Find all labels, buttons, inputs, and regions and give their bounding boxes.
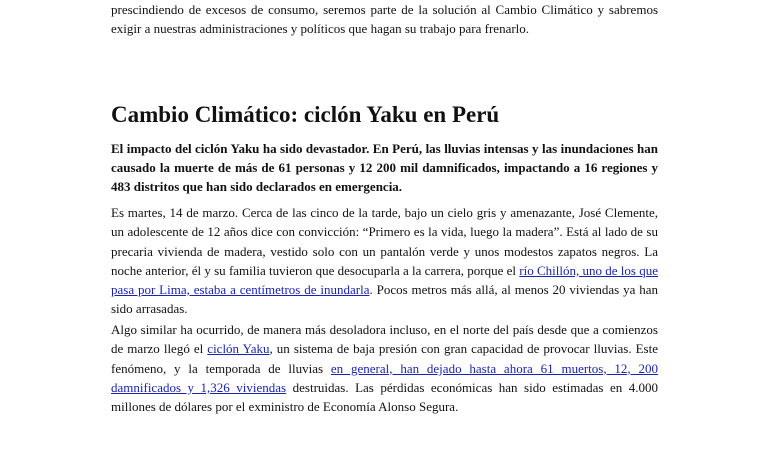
body-paragraph-2: [111, 320, 658, 416]
ciclon-yaku-link[interactable]: ciclón Yaku: [207, 341, 270, 357]
body-paragraph-1: [111, 203, 658, 319]
paragraph-1-text-after: . Pocos metros más allá, al menos 20 viviendas ya han sido arrasadas.: [111, 282, 658, 317]
intro-paragraph-block: [111, 1, 658, 38]
paragraph-1: [111, 203, 658, 319]
damnificados-link[interactable]: en general, han dejado hasta ahora 61 muertos, 12, 200 damnificados y 1,326 viviendas: [111, 360, 658, 395]
article-title: Cambio Climático: ciclón Yaku en Perú: [111, 102, 500, 127]
intro-paragraph: [111, 1, 658, 38]
paragraph-2-text-middle: , un sistema de baja presión con gran capacidad de provocar lluvias. Este fenómeno, y la temporada de lluvias: [111, 341, 659, 376]
rio-chillon-link[interactable]: río Chillón, uno de los que pasa por Lima, estaba a centímetros de inundarla: [111, 262, 658, 298]
paragraph-2: [111, 320, 658, 416]
lead-paragraph-block: [111, 139, 658, 196]
lead-paragraph: El impacto del ciclón Yaku ha sido devastador. En Perú, las lluvias intensas y las inundaciones han causado la muerte de más de 61 personas y 12 200 mil damnificados, impactando a 16 regiones y 483 distritos que han sido declarados en emergencia.: [111, 141, 658, 194]
intro-text: prescindiendo de excesos de consumo, seremos parte de la solución al Cambio Climático y sabremos exigir a nuestras administraciones y políticos que hagan su trabajo para frenarlo.: [111, 2, 658, 36]
paragraph-2-text-after: destruidas. Las pérdidas económicas han sido estimadas en 4.000 millones de dólares por el exministro de Economía Alonso Segura.: [111, 379, 659, 415]
paragraph-1-text-before: Es martes, 14 de marzo. Cerca de las cinco de la tarde, bajo un cielo gris y amenazante, José Clemente, un adolescente de 12 años dice con convicción: “Primero es la vida, luego la madera”. Está al lado de su precaria vivienda de madera, vestido solo con un pantalón verde y unos modestos zapatos negros. La noche anterior, él y su familia tuvieron que desocuparla a la carrera, porque el: [111, 205, 658, 278]
paragraph-2-text-before: Algo similar ha ocurrido, de manera más desoladora incluso, en el norte del país desde que a comienzos de marzo llegó el: [111, 322, 658, 357]
